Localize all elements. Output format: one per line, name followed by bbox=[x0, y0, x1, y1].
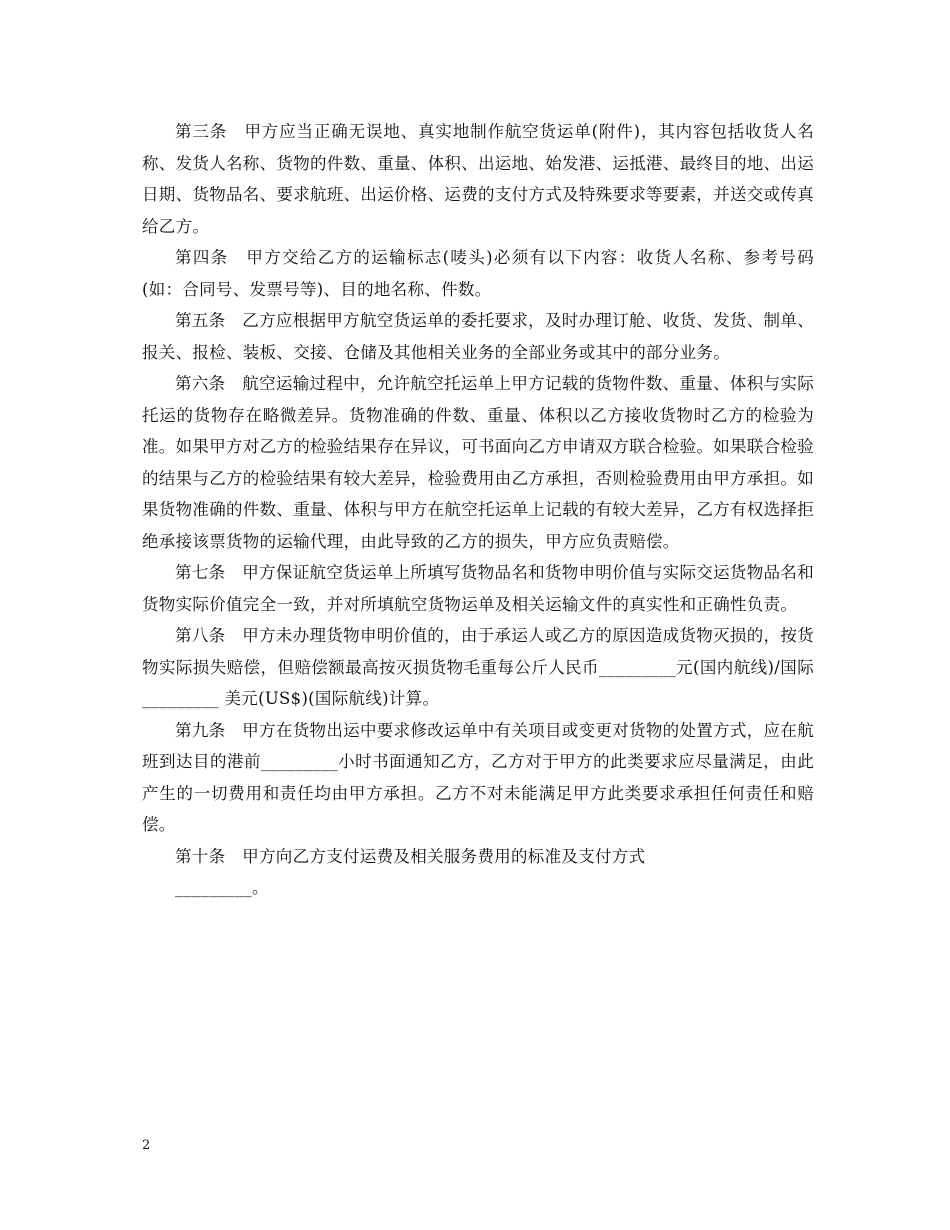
clause-5: 第五条 乙方应根据甲方航空货运单的委托要求，及时办理订舱、收货、发货、制单、报关、报检、装板、交接、仓储及其他相关业务的全部业务或其中的部分业务。 bbox=[142, 311, 814, 362]
clause-4: 第四条 甲方交给乙方的运输标志(唛头)必须有以下内容：收货人名称、参考号码(如：合同号、发票号等)、目的地名称、件数。 bbox=[142, 248, 814, 299]
clause-10: 第十条 甲方向乙方支付运费及相关服务费用的标准及支付方式 bbox=[175, 846, 646, 866]
clause-10-blank: _________。 bbox=[175, 878, 269, 897]
page-number: 2 bbox=[142, 1138, 151, 1153]
clause-8: 第八条 甲方未办理货物申明价值的，由于承运人或乙方的原因造成货物灭损的，按货物实际损失赔偿，但赔偿额最高按灭损货物毛重每公斤人民币_________元(国内航线)/国际_________ 美元(US$)(国际航线)计算。 bbox=[142, 626, 814, 708]
clause-7: 第七条 甲方保证航空货运单上所填写货物品名和货物申明价值与实际交运货物品名和货物实际价值完全一致，并对所填航空货物运单及相关运输文件的真实性和正确性负责。 bbox=[142, 563, 814, 614]
clause-9: 第九条 甲方在货物出运中要求修改运单中有关项目或变更对货物的处置方式，应在航班到达目的港前_________小时书面通知乙方，乙方对于甲方的此类要求应尽量满足，由此产生的一切费用和责任均由甲方承担。乙方不对未能满足甲方此类要求承担任何责任和赔偿。 bbox=[142, 720, 814, 834]
clause-6: 第六条 航空运输过程中，允许航空托运单上甲方记载的货物件数、重量、体积与实际托运的货物存在略微差异。货物准确的件数、重量、体积以乙方接收货物时乙方的检验为准。如果甲方对乙方的检验结果存在异议，可书面向乙方申请双方联合检验。如果联合检验的结果与乙方的检验结果有较大差异，检验费用由乙方承担，否则检验费用由甲方承担。如果货物准确的件数、重量、体积与甲方在航空托运单上记载的有较大差异，乙方有权选择拒绝承接该票货物的运输代理，由此导致的乙方的损失，甲方应负责赔偿。 bbox=[142, 374, 814, 551]
clause-3: 第三条 甲方应当正确无误地、真实地制作航空货运单(附件)，其内容包括收货人名称、发货人名称、货物的件数、重量、体积、出运地、始发港、运抵港、最终目的地、出运日期、货物品名、要求航班、出运价格、运费的支付方式及特殊要求等要素，并送交或传真给乙方。 bbox=[142, 122, 814, 236]
contract-body bbox=[142, 116, 814, 904]
